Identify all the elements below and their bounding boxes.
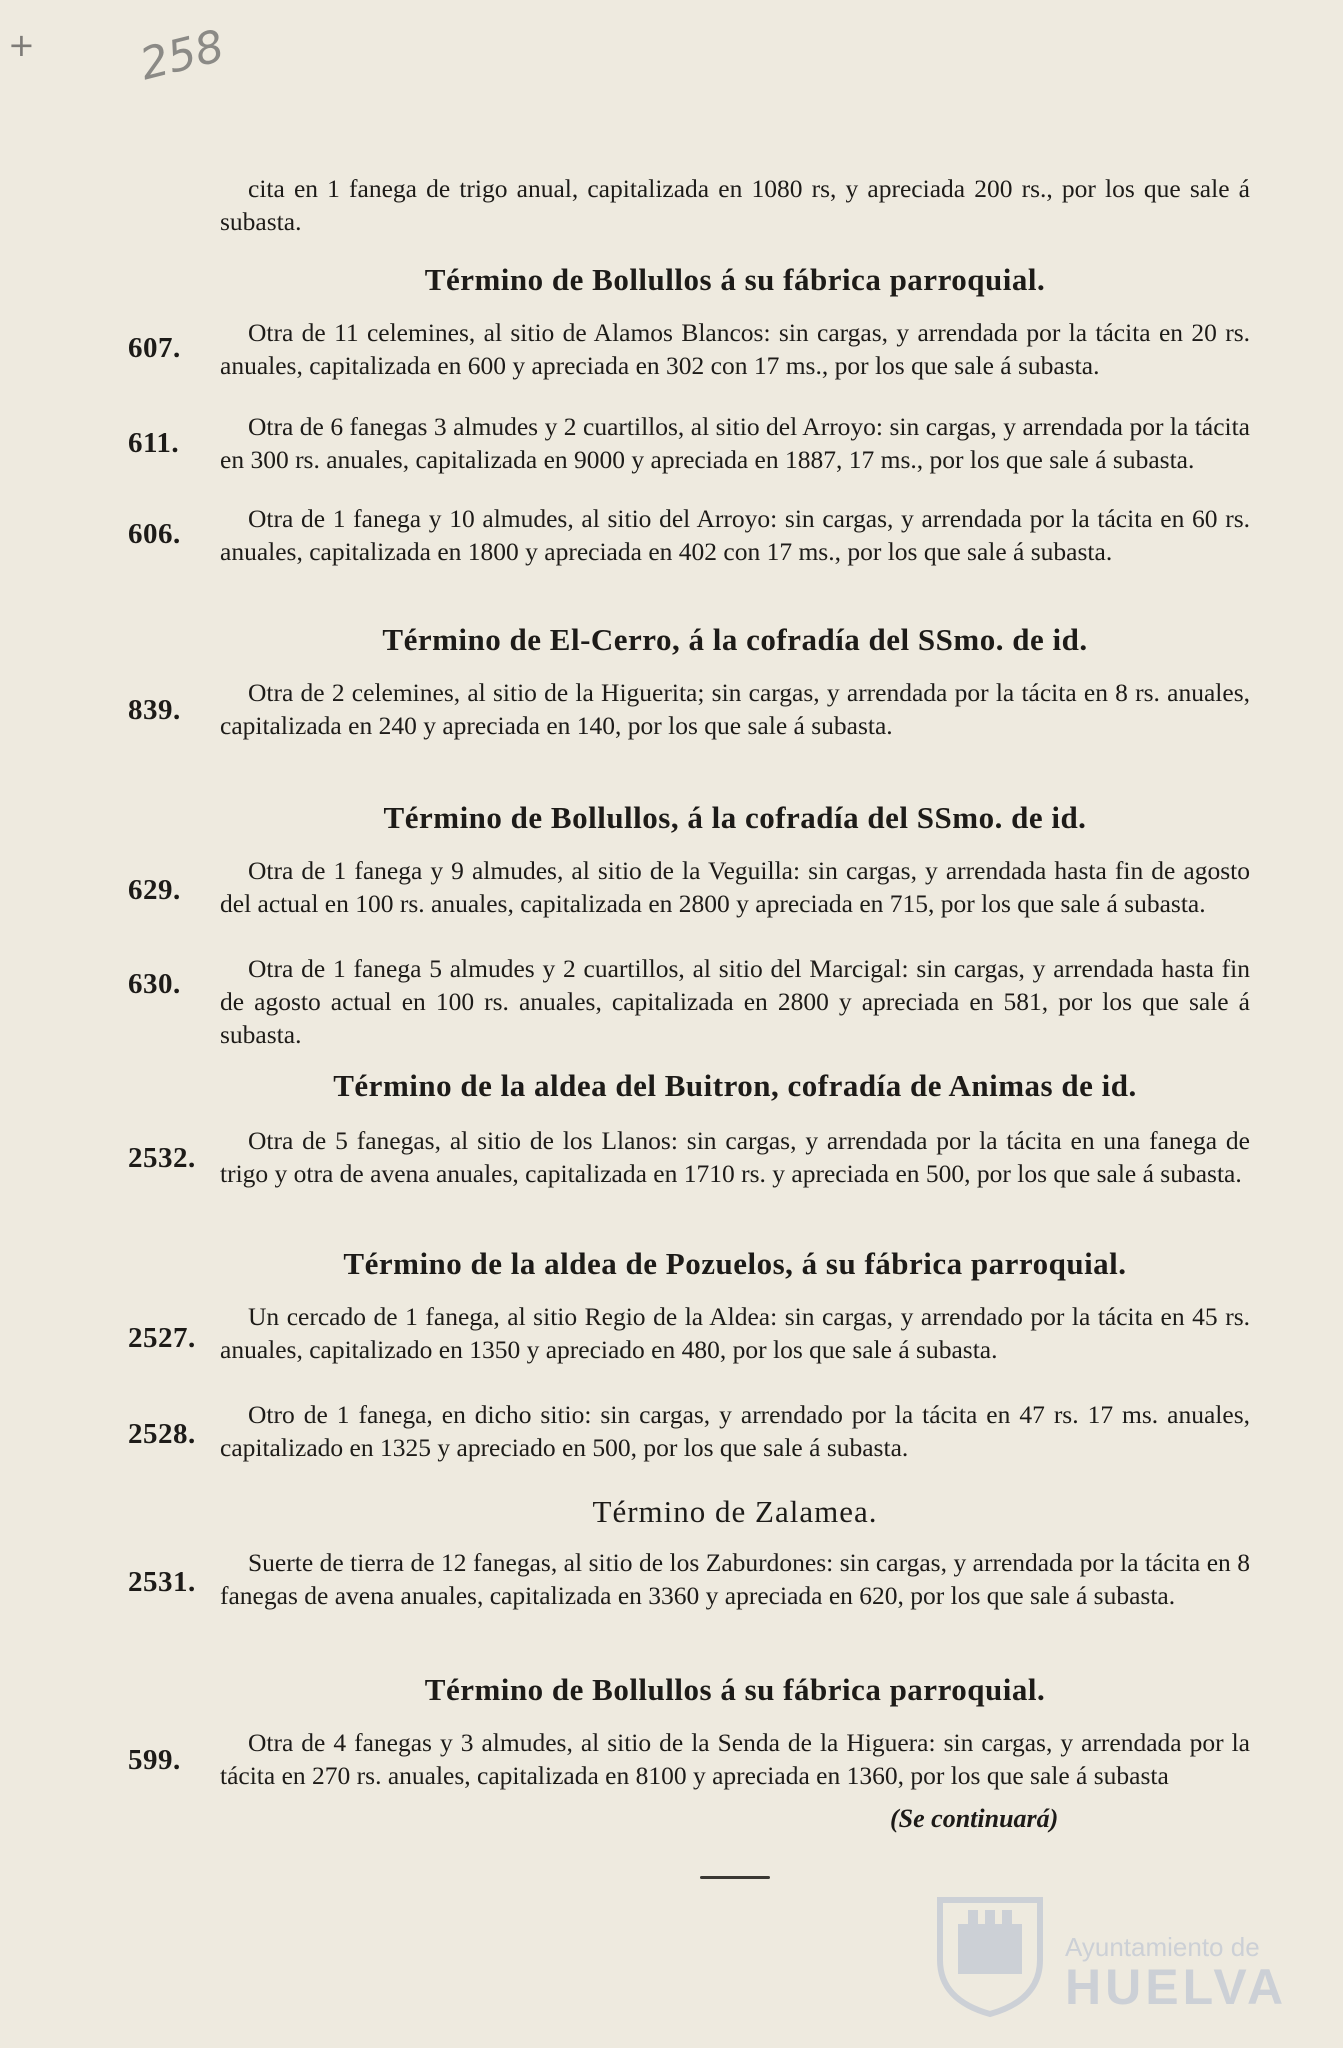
continuation-note: (Se continuará) <box>890 1804 1059 1833</box>
entry-number: 839. <box>128 694 181 726</box>
entry-paragraph: Otra de 6 fanegas 3 almudes y 2 cuartillos, al sitio del Arroyo: sin cargas, y arrendada por la tácita en 300 rs. anuales, capitalizada en 9000 y apreciada en 1887, 17 ms., por los que sale á subasta. <box>220 412 1250 474</box>
shield-icon <box>930 1890 1050 2018</box>
closing-ornament <box>700 1876 770 1879</box>
pencil-page-number: 258 <box>135 20 229 91</box>
entry-paragraph: Otra de 1 fanega y 9 almudes, al sitio de la Veguilla: sin cargas, y arrendada hasta fin de agosto del actual en 100 rs. anuales, capitalizada en 2800 y apreciada en 715, por los que sale á subasta. <box>220 856 1250 918</box>
entry-paragraph: Otra de 5 fanegas, al sitio de los Llanos: sin cargas, y arrendada por la tácita en una fanega de trigo y otra de avena anuales, capitalizada en 1710 rs. y apreciada en 500, por los que sale á subasta. <box>220 1126 1250 1188</box>
section-heading: Término de Zalamea. <box>592 1494 878 1529</box>
entry-paragraph: Otra de 11 celemines, al sitio de Alamos Blancos: sin cargas, y arrendada por la tácita en 20 rs. anuales, capitalizada en 600 y apreciada en 302 con 17 ms., por los que sale á subasta. <box>220 318 1250 380</box>
section-heading: Término de Bollullos, á la cofradía del SSmo. de id. <box>383 800 1087 835</box>
entry-number: 629. <box>128 874 181 906</box>
entry-paragraph: Otro de 1 fanega, en dicho sitio: sin cargas, y arrendado por la tácita en 47 rs. 17 ms. anuales, capitalizado en 1325 y apreciado en 500, por los que sale á subasta. <box>220 1400 1250 1462</box>
entry-number: 2532. <box>128 1142 196 1174</box>
logo-line-1: Ayuntamiento de <box>1065 1932 1260 1962</box>
entry-paragraph: Otra de 4 fanegas y 3 almudes, al sitio de la Senda de la Higuera: sin cargas, y arrendada por la tácita en 270 rs. anuales, capitalizada en 8100 y apreciada en 1360, por los que sale á subasta <box>220 1728 1250 1790</box>
entry-paragraph: Otra de 2 celemines, al sitio de la Higuerita; sin cargas, y arrendada por la tácita en 8 rs. anuales, capitalizada en 240 y apreciada en 140, por los que sale á subasta. <box>220 678 1250 740</box>
entry-paragraph: Un cercado de 1 fanega, al sitio Regio de la Aldea: sin cargas, y arrendado por la tácita en 45 rs. anuales, capitalizado en 1350 y apreciado en 480, por los que sale á subasta. <box>220 1302 1250 1364</box>
entry-paragraph: Suerte de tierra de 12 fanegas, al sitio de los Zaburdones: sin cargas, y arrendada por la tácita en 8 fanegas de avena anuales, capitalizada en 3360 y apreciada en 620, por los que sale á subasta. <box>220 1548 1250 1610</box>
section-heading: Término de Bollullos á su fábrica parroquial. <box>424 262 1046 297</box>
watermark-logo <box>930 1890 1288 2020</box>
entry-number: 2527. <box>128 1322 196 1354</box>
section-heading: Término de la aldea de Pozuelos, á su fábrica parroquial. <box>343 1246 1127 1281</box>
section-heading: Término de El-Cerro, á la cofradía del SSmo. de id. <box>382 622 1088 657</box>
entry-number: 611. <box>128 427 180 459</box>
margin-mark: + <box>8 26 35 64</box>
entry-number: 2531. <box>128 1566 196 1598</box>
logo-line-2: HUELVA <box>1065 1959 1288 2015</box>
entry-number: 606. <box>128 518 181 550</box>
entry-number: 2528. <box>128 1418 196 1450</box>
entry-number: 607. <box>128 332 181 364</box>
entry-paragraph: Otra de 1 fanega y 10 almudes, al sitio del Arroyo: sin cargas, y arrendada por la tácita en 60 rs. anuales, capitalizada en 1800 y apreciada en 402 con 17 ms., por los que sale á subasta. <box>220 504 1250 566</box>
entry-number: 630. <box>128 968 181 1000</box>
section-heading: Término de la aldea del Buitron, cofradía de Animas de id. <box>333 1068 1137 1103</box>
entry-paragraph: Otra de 1 fanega 5 almudes y 2 cuartillos, al sitio del Marcigal: sin cargas, y arrendada hasta fin de agosto actual en 100 rs. anuales, capitalizada en 2800 y apreciada en 581, por los que sale á subasta. <box>220 954 1250 1049</box>
section-heading: Término de Bollullos á su fábrica parroquial. <box>424 1672 1046 1707</box>
continuation-paragraph: cita en 1 fanega de trigo anual, capitalizada en 1080 rs, y apreciada 200 rs., por los que sale á subasta. <box>220 174 1250 236</box>
entry-number: 599. <box>128 1744 181 1776</box>
